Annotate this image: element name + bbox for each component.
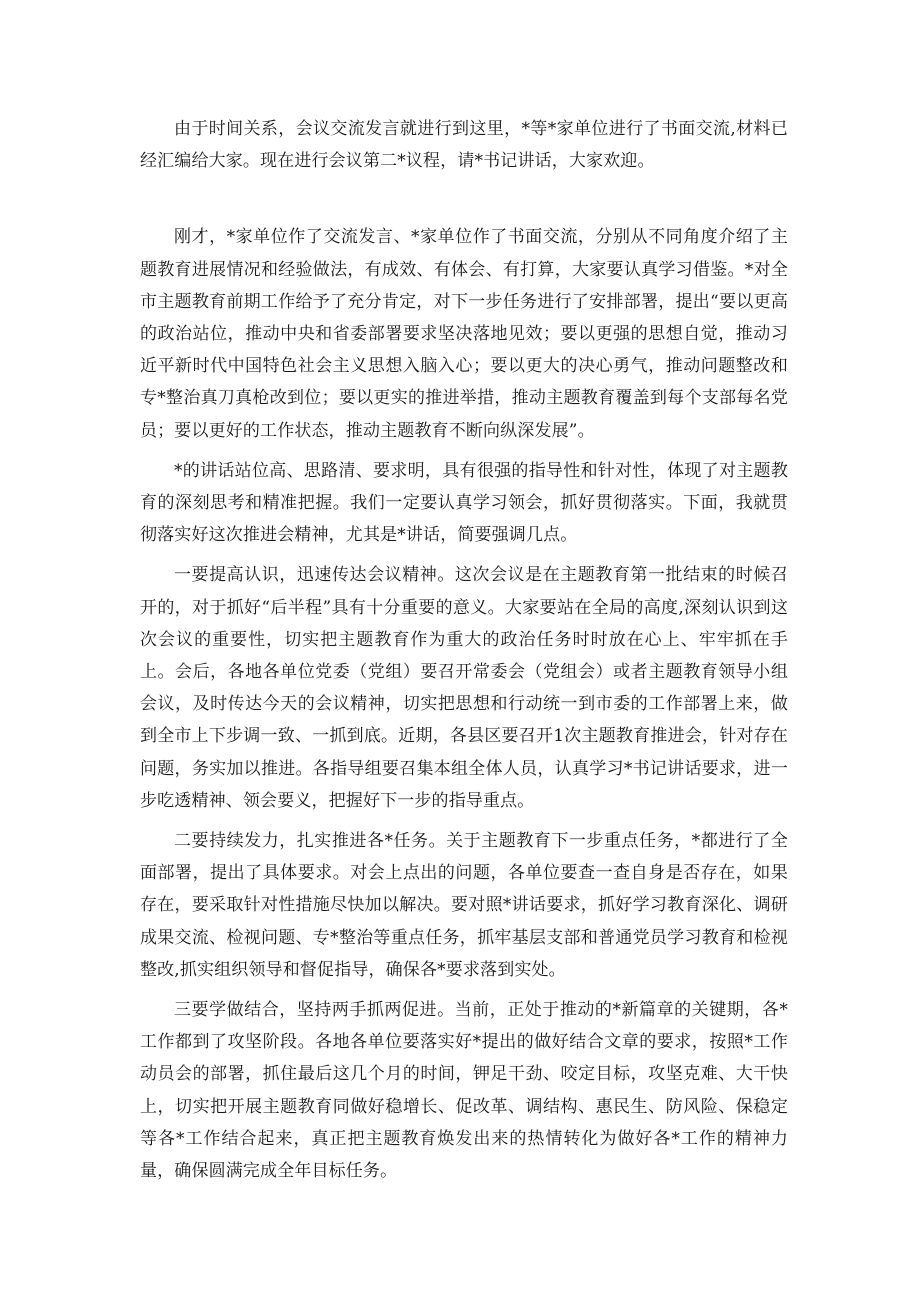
document-page (140, 113, 788, 1187)
paragraph-point-two: 二要持续发力，扎实推进各*任务。关于主题教育下一步重点任务，*都进行了全面部署，提出了具体要求。对会上点出的问题，各单位要查一查自身是否存在，如果存在，要采取针对性措施尽快加以解决。要对照*讲话要求，抓好学习教育深化、调研成果交流、检视问题、专*整治等重点任务，抓牢基层支部和普通党员学习教育和检视整改,抓实组织领导和督促指导，确保各*要求落到实处。 (140, 831, 788, 980)
paragraph-point-one: 一要提高认识，迅速传达会议精神。这次会议是在主题教育第一批结束的时候召开的，对于抓好“后半程”具有十分重要的意义。大家要站在全局的高度,深刻认识到这次会议的重要性，切实把主题教育作为重大的政治任务时时放在心上、牢牢抓在手上。会后，各地各单位党委（党组）要召开常委会（党组会）或者主题教育领导小组会议，及时传达今天的会议精神，切实把思想和行动统一到市委的工作部署上来，做到全市上下步调一致、一抓到底。近期，各县区要召开1次主题教育推进会，针对存在问题，务实加以推进。各指导组要召集本组全体人员，认真学习*书记讲话要求，进一步吃透精神、领会要义，把握好下一步的指导重点。 (140, 565, 788, 811)
paragraph-speech-summary: 刚才，*家单位作了交流发言、*家单位作了书面交流，分别从不同角度介绍了主题教育进展情况和经验做法，有成效、有体会、有打算，大家要认真学习借鉴。*对全市主题教育前期工作给予了充分肯定，对下一步任务进行了安排部署，提出“要以更高的政治站位，推动中央和省委部署要求坚决落地见效；要以更强的思想自觉，推动习近平新时代中国特色社会主义思想入脑入心；要以更大的决心勇气，推动问题整改和专*整治真刀真枪改到位；要以更实的推进举措，推动主题教育覆盖到每个支部每名党员；要以更好的工作状态，推动主题教育不断向纵深发展”。 (140, 227, 788, 441)
paragraph-speech-evaluation: *的讲话站位高、思路清、要求明，具有很强的指导性和针对性，体现了对主题教育的深刻思考和精准把握。我们一定要认真学习领会，抓好贯彻落实。下面，我就贯彻落实好这次推进会精神，尤其是*讲话，简要强调几点。 (140, 460, 788, 546)
paragraph-meeting-transition: 由于时间关系，会议交流发言就进行到这里，*等*家单位进行了书面交流,材料已经汇编给大家。现在进行会议第二*议程，请*书记讲话，大家欢迎。 (140, 119, 788, 172)
paragraph-point-three: 三要学做结合，坚持两手抓两促进。当前，正处于推动的*新篇章的关键期，各*工作都到了攻坚阶段。各地各单位要落实好*提出的做好结合文章的要求，按照*工作动员会的部署，抓住最后这几个月的时间，钾足干劲、咬定目标，攻坚克难、大干快上，切实把开展主题教育同做好稳增长、促改革、调结构、惠民生、防风险、保稳定等各*工作结合起来，真正把主题教育焕发出来的热情转化为做好各*工作的精神力量，确保圆满完成全年目标任务。 (140, 1000, 788, 1182)
